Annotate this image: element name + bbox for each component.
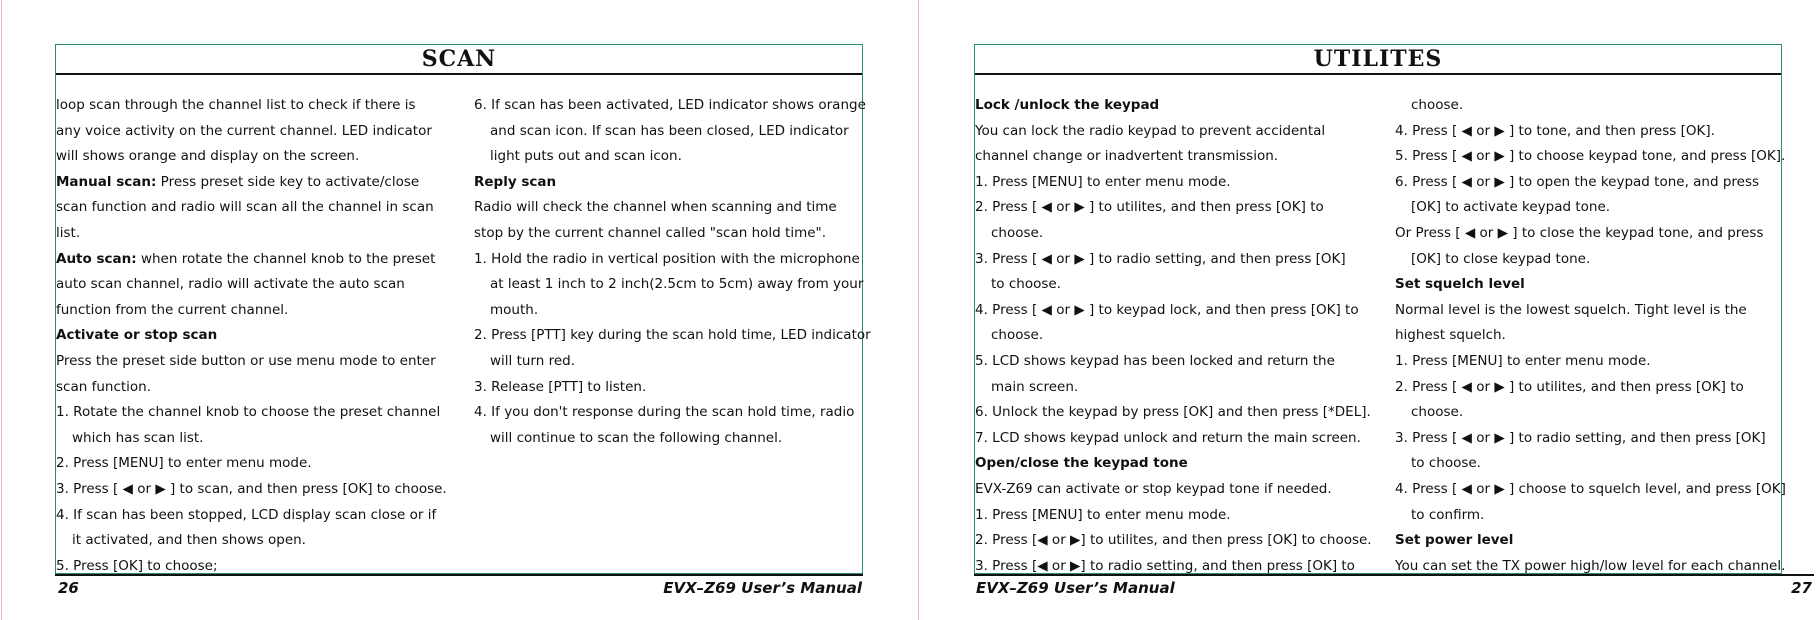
body-text: will shows orange and display on the screen. xyxy=(56,148,360,165)
text-line xyxy=(1395,426,1783,452)
body-text: choose. xyxy=(1411,97,1464,113)
body-text: 5. LCD shows keypad has been locked and return the xyxy=(975,352,1335,369)
body-text: scan function and radio will scan all the channel in scan xyxy=(56,199,434,216)
heading-text: Open/close the keypad tone xyxy=(975,455,1188,472)
body-text: You can lock the radio keypad to prevent accidental xyxy=(975,122,1326,139)
text-line xyxy=(1395,221,1783,247)
body-text: 1. Press [MENU] to enter menu mode. xyxy=(1395,352,1651,369)
body-text: will continue to scan the following channel. xyxy=(490,429,783,446)
content-frame xyxy=(974,44,1786,574)
body-text: 1. Press [MENU] to enter menu mode. xyxy=(975,506,1231,523)
text-line xyxy=(975,272,1385,298)
body-text: [OK] to activate keypad tone. xyxy=(1411,199,1611,216)
section-title: SCAN xyxy=(56,45,862,75)
body-text: when rotate the channel knob to the preset xyxy=(136,250,436,267)
body-text: 3. Press [ ◀ or ▶ ] to radio setting, and then press [OK] xyxy=(1395,429,1766,446)
body-text: [OK] to close keypad tone. xyxy=(1411,250,1591,267)
text-line xyxy=(474,298,864,324)
text-column-2 xyxy=(474,93,871,451)
text-line xyxy=(56,144,456,170)
body-text: 5. Press [OK] to choose; xyxy=(56,557,218,574)
body-text: stop by the current channel called "scan hold time". xyxy=(474,224,827,241)
text-line xyxy=(1395,298,1783,324)
body-text: will turn red. xyxy=(490,352,576,369)
text-line xyxy=(56,528,456,554)
text-line xyxy=(1395,323,1783,349)
body-text: 5. Press [ ◀ or ▶ ] to choose keypad tone, and press [OK]. xyxy=(1395,148,1786,165)
body-text: 4. If you don't response during the scan hold time, radio xyxy=(474,404,855,421)
page-number: 27 xyxy=(1791,579,1812,597)
text-line xyxy=(56,272,456,298)
page-number: 26 xyxy=(58,579,79,597)
body-text: channel change or inadvertent transmission. xyxy=(975,148,1279,165)
text-line xyxy=(56,221,456,247)
text-column-1 xyxy=(56,93,456,579)
body-text: 4. If scan has been stopped, LCD display scan close or if xyxy=(56,506,437,523)
body-text: and scan icon. If scan has been closed, LED indicator xyxy=(490,122,849,139)
body-text: main screen. xyxy=(991,378,1079,395)
body-text: Normal level is the lowest squelch. Tight level is the xyxy=(1395,301,1747,318)
body-text: which has scan list. xyxy=(72,429,204,446)
body-text: 3. Press [◀ or ▶] to radio setting, and then press [OK] to xyxy=(975,557,1355,574)
body-text: light puts out and scan icon. xyxy=(490,148,682,165)
text-column-1 xyxy=(975,93,1385,579)
text-line xyxy=(474,170,864,196)
text-line xyxy=(474,323,871,349)
body-text: it activated, and then shows open. xyxy=(72,532,306,549)
heading-text: Manual scan: xyxy=(56,173,157,190)
text-line xyxy=(1395,119,1783,145)
text-line xyxy=(975,221,1385,247)
text-line xyxy=(474,93,864,119)
text-line xyxy=(474,247,864,273)
text-line xyxy=(474,221,864,247)
text-line xyxy=(474,375,864,401)
body-text: 2. Press [ ◀ or ▶ ] to utilites, and then press [OK] to xyxy=(1395,378,1744,395)
text-line xyxy=(1395,451,1783,477)
body-text: mouth. xyxy=(490,301,539,318)
content-frame xyxy=(55,44,871,574)
heading-text: Activate or stop scan xyxy=(56,327,218,344)
text-line xyxy=(975,298,1385,324)
text-line xyxy=(474,119,864,145)
body-text: function from the current channel. xyxy=(56,301,289,318)
text-line xyxy=(975,477,1385,503)
text-line xyxy=(1395,93,1783,119)
body-text: Press the preset side button or use menu mode to enter xyxy=(56,352,436,369)
text-line xyxy=(1395,375,1783,401)
text-line xyxy=(975,119,1385,145)
body-text: 6. Unlock the keypad by press [OK] and then press [*DEL]. xyxy=(975,404,1371,421)
body-text: 1. Hold the radio in vertical position with the microphone xyxy=(474,250,860,267)
body-text: 3. Press [ ◀ or ▶ ] to scan, and then press [OK] to choose. xyxy=(56,480,447,497)
text-line xyxy=(474,349,864,375)
text-line xyxy=(1395,528,1783,554)
body-text: You can set the TX power high/low level for each channel. xyxy=(1395,557,1786,574)
text-column-2 xyxy=(1395,93,1786,579)
footer-rule xyxy=(55,574,863,576)
body-text: 2. Press [◀ or ▶] to utilites, and then press [OK] to choose. xyxy=(975,532,1372,549)
body-text: 4. Press [ ◀ or ▶ ] choose to squelch level, and press [OK] xyxy=(1395,480,1786,497)
body-text: choose. xyxy=(991,224,1044,241)
body-text: 3. Release [PTT] to listen. xyxy=(474,378,647,395)
body-text: 3. Press [ ◀ or ▶ ] to radio setting, and then press [OK] xyxy=(975,250,1346,267)
body-text: 1. Press [MENU] to enter menu mode. xyxy=(975,173,1231,190)
manual-title: EVX–Z69 User’s Manual xyxy=(663,579,862,597)
text-line xyxy=(975,93,1385,119)
body-text: Or Press [ ◀ or ▶ ] to close the keypad tone, and press xyxy=(1395,224,1764,241)
body-text: to choose. xyxy=(991,276,1061,293)
text-line xyxy=(56,119,456,145)
body-text: 2. Press [MENU] to enter menu mode. xyxy=(56,455,312,472)
text-line xyxy=(474,426,864,452)
page-left xyxy=(0,0,900,620)
text-line xyxy=(975,451,1385,477)
body-text: 7. LCD shows keypad unlock and return the main screen. xyxy=(975,429,1361,446)
body-text: Radio will check the channel when scanning and time xyxy=(474,199,837,216)
text-line xyxy=(1395,272,1783,298)
body-text: to confirm. xyxy=(1411,506,1485,523)
body-text: to choose. xyxy=(1411,455,1481,472)
text-line xyxy=(56,375,456,401)
text-line xyxy=(975,349,1385,375)
body-text: 6. If scan has been activated, LED indicator shows orange xyxy=(474,97,866,113)
page-right xyxy=(918,0,1818,620)
text-line xyxy=(975,426,1385,452)
body-text: any voice activity on the current channel. LED indicator xyxy=(56,122,432,139)
text-line xyxy=(975,144,1385,170)
manual-title: EVX–Z69 User’s Manual xyxy=(976,579,1175,597)
text-line xyxy=(1395,349,1783,375)
body-text: 4. Press [ ◀ or ▶ ] to tone, and then press [OK]. xyxy=(1395,122,1715,139)
text-line xyxy=(56,247,456,273)
text-line xyxy=(56,323,456,349)
body-text: loop scan through the channel list to check if there is xyxy=(56,97,416,113)
text-line xyxy=(975,170,1385,196)
body-text: EVX-Z69 can activate or stop keypad tone if needed. xyxy=(975,480,1332,497)
body-text: choose. xyxy=(991,327,1044,344)
body-text: auto scan channel, radio will activate the auto scan xyxy=(56,276,405,293)
text-line xyxy=(56,170,456,196)
text-line xyxy=(1395,144,1786,170)
text-line xyxy=(975,503,1385,529)
heading-text: Set power level xyxy=(1395,532,1514,549)
text-line xyxy=(1395,195,1783,221)
body-text: choose. xyxy=(1411,404,1464,421)
body-text: 1. Rotate the channel knob to choose the preset channel xyxy=(56,404,441,421)
body-text: scan function. xyxy=(56,378,152,395)
text-line xyxy=(975,528,1385,554)
text-line xyxy=(56,298,456,324)
text-line xyxy=(975,247,1385,273)
body-text: 6. Press [ ◀ or ▶ ] to open the keypad tone, and press xyxy=(1395,173,1760,190)
body-text: Press preset side key to activate/close xyxy=(156,173,420,190)
footer-rule xyxy=(974,574,1814,576)
text-line xyxy=(56,93,456,119)
text-line xyxy=(474,195,864,221)
text-line xyxy=(474,400,864,426)
body-text: at least 1 inch to 2 inch(2.5cm to 5cm) away from your xyxy=(490,276,864,293)
body-text: 4. Press [ ◀ or ▶ ] to keypad lock, and then press [OK] to xyxy=(975,301,1359,318)
heading-text: Auto scan: xyxy=(56,250,137,267)
text-line xyxy=(1395,503,1783,529)
heading-text: Lock /unlock the keypad xyxy=(975,97,1160,113)
body-text: list. xyxy=(56,224,81,241)
text-line xyxy=(56,451,456,477)
text-line xyxy=(474,144,864,170)
body-text: highest squelch. xyxy=(1395,327,1506,344)
text-line xyxy=(975,400,1385,426)
heading-text: Set squelch level xyxy=(1395,276,1525,293)
text-line xyxy=(56,426,456,452)
text-line xyxy=(975,375,1385,401)
text-line xyxy=(56,349,456,375)
text-line xyxy=(56,195,456,221)
section-title: UTILITES xyxy=(975,45,1781,75)
text-line xyxy=(56,477,456,503)
body-text: 2. Press [ ◀ or ▶ ] to utilites, and then press [OK] to xyxy=(975,199,1324,216)
text-line xyxy=(56,400,456,426)
text-line xyxy=(1395,247,1783,273)
text-line xyxy=(1395,400,1783,426)
text-line xyxy=(975,323,1385,349)
text-line xyxy=(975,195,1385,221)
heading-text: Reply scan xyxy=(474,173,557,190)
text-line xyxy=(1395,477,1786,503)
text-line xyxy=(1395,170,1783,196)
body-text: 2. Press [PTT] key during the scan hold time, LED indicator xyxy=(474,327,871,344)
text-line xyxy=(56,503,456,529)
text-line xyxy=(474,272,864,298)
